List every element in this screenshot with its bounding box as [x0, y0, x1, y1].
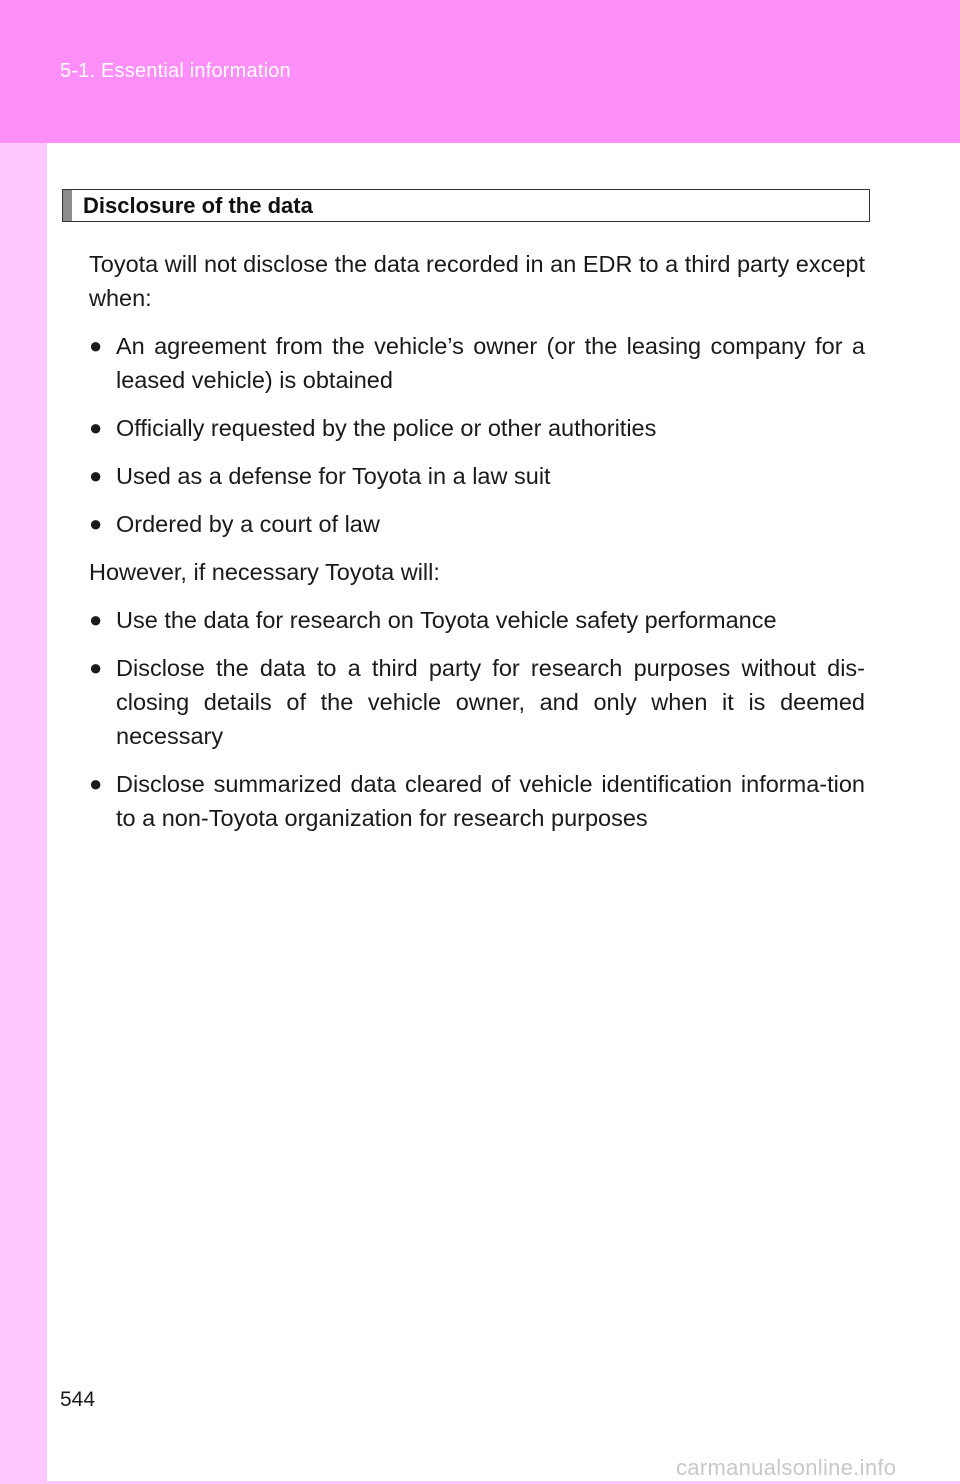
bullet-icon: ●: [89, 511, 103, 536]
page-header: [0, 0, 960, 143]
section-header: [62, 189, 870, 222]
section-title: Disclosure of the data: [83, 193, 313, 218]
list-item: [89, 507, 865, 541]
bullet-icon: ●: [89, 333, 103, 358]
bullet-icon: ●: [89, 655, 103, 680]
side-strip: [0, 143, 47, 1481]
watermark: carmanualsonline.info: [676, 1455, 897, 1480]
condition-text: Used as a defense for Toyota in a law suit: [116, 463, 551, 489]
list-item: [89, 411, 865, 445]
action-text: Disclose the data to a third party for research purposes without dis-closing details of the vehicle owner, and only when it is deemed necessary: [116, 655, 865, 749]
list-item: [89, 651, 865, 753]
action-text: Use the data for research on Toyota vehicle safety performance: [116, 607, 777, 633]
condition-text: Ordered by a court of law: [116, 511, 380, 537]
action-text: Disclose summarized data cleared of vehicle identification informa-tion to a non-Toyota organization for research purposes: [116, 771, 865, 831]
list-item: [89, 603, 865, 637]
list-item: [89, 329, 865, 397]
page-number: 544: [60, 1388, 96, 1411]
bullet-icon: ●: [89, 463, 103, 488]
breadcrumb: 5-1. Essential information: [60, 60, 291, 82]
bullet-icon: ●: [89, 415, 103, 440]
however-paragraph: However, if necessary Toyota will:: [89, 559, 440, 585]
section-header-bar: [63, 190, 72, 221]
bullet-icon: ●: [89, 607, 103, 632]
bullet-icon: ●: [89, 771, 103, 796]
intro-paragraph: Toyota will not disclose the data recorded in an EDR to a third party except when:: [89, 251, 865, 311]
list-item: [89, 767, 865, 835]
list-item: [89, 459, 865, 493]
condition-text: Officially requested by the police or other authorities: [116, 415, 657, 441]
condition-text: An agreement from the vehicle’s owner (or the leasing company for a leased vehicle) is obtained: [116, 333, 865, 393]
content-body: [89, 247, 865, 849]
